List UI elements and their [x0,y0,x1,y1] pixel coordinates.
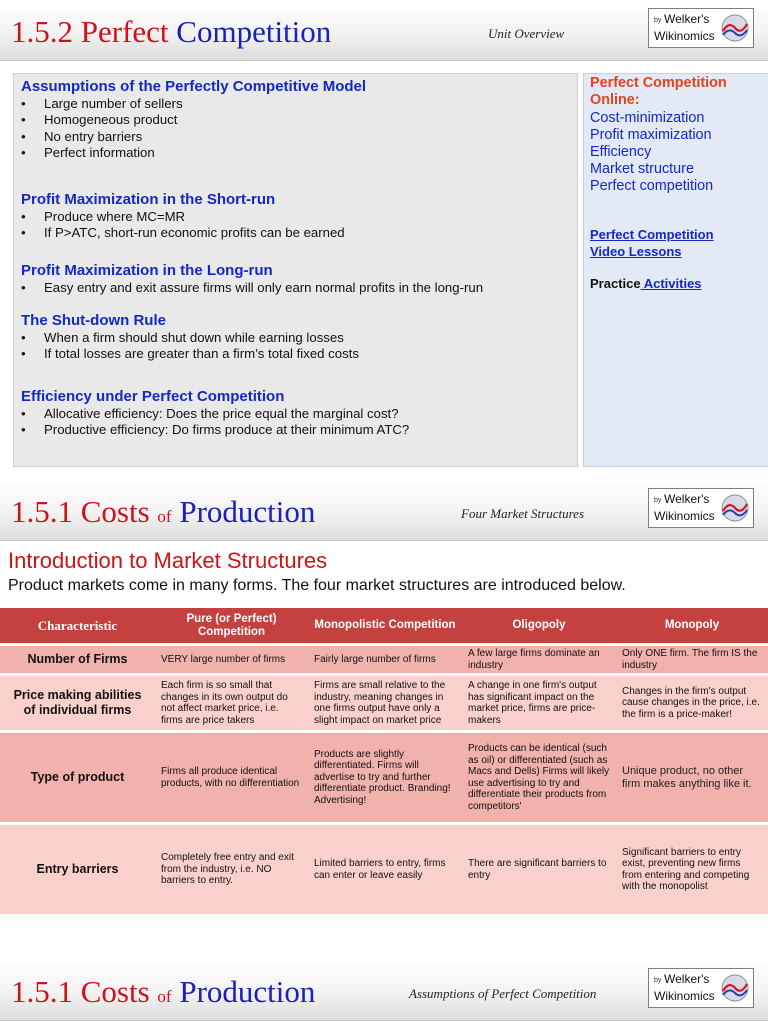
section-efficiency [21,387,409,439]
slide-title: 1.5.1 Costs of Production [11,974,316,1009]
table-cell: Products are slightly differentiated. Firms will advertise to try and further differentiate product. Branding! Advertising! [308,732,462,824]
wikinomics-logo: by Welker's Wikinomics [648,968,754,1008]
table-cell: Significant barriers to entry exist, preventing new firms from entering and competing with the monopolist [616,824,768,916]
column-header: Oligopoly [462,608,616,645]
header-banner-market-structures [0,480,768,541]
link-perfect-competition[interactable]: Perfect competition [590,178,714,194]
table-cell: Each firm is so small that changes in its own output do not affect market price, i.e. firms are price takers [155,675,308,732]
table-cell: A change in one firm's output has significant impact on the market price, firms are price-makers [462,675,616,732]
row-label: Type of product [0,732,155,824]
wikinomics-logo: by Welker's Wikinomics [648,488,754,528]
section-short-run [21,190,345,242]
section-heading: Efficiency under Perfect Competition [21,388,285,405]
slide-title: 1.5.2 Perfect Competition [11,14,332,49]
link-profit-maximization[interactable]: Profit maximization [590,127,712,143]
slide-subtitle: Four Market Structures [461,506,584,521]
table-cell: VERY large number of firms [155,645,308,675]
row-label: Price making abilities of individual firms [0,675,155,732]
bullet-item: • If total losses are greater than a firm’s total fixed costs [21,346,359,362]
row-label: Number of Firms [0,645,155,675]
table-cell: Limited barriers to entry, firms can enter or leave easily [308,824,462,916]
bullet-item: • If P>ATC, short-run economic profits can be earned [21,225,345,241]
market-structures-intro: Product markets come in many forms. The four market structures are introduced below. [8,577,626,594]
table-cell: Changes in the firm's output cause changes in the price, i.e. the firm is a price-maker! [616,675,768,732]
table-cell: A few large firms dominate an industry [462,645,616,675]
table-row [0,732,768,824]
wikinomics-logo: by Welker's Wikinomics [648,8,754,48]
header-banner-assumptions [0,960,768,1021]
column-header: Monopoly [616,608,768,645]
slide-subtitle: Assumptions of Perfect Competition [409,986,597,1001]
table-header-row [0,608,768,645]
activities-link[interactable]: Activities [640,276,702,291]
wikinomics-globe-icon [720,492,750,524]
bullet-item: • Produce where MC=MR [21,209,345,225]
table-row [0,645,768,675]
table-row [0,675,768,732]
slide-title: 1.5.1 Costs of Production [11,494,316,529]
practice-activities: Practice Activities [590,276,702,291]
link-cost-minimization[interactable]: Cost-minimization [590,110,705,126]
link-market-structure[interactable]: Market structure [590,161,694,177]
section-heading: The Shut-down Rule [21,312,166,329]
market-structures-heading: Introduction to Market Structures [8,548,328,573]
section-heading: Profit Maximization in the Short-run [21,191,276,208]
table-row [0,824,768,916]
table-cell: Firms all produce identical products, with no differentiation [155,732,308,824]
row-label: Entry barriers [0,824,155,916]
table-cell: Completely free entry and exit from the industry, i.e. NO barriers to entry. [155,824,308,916]
header-banner-unit-overview [0,0,768,61]
online-resources-sidebar [583,73,768,467]
sidebar-heading: Perfect Competition Online: [590,75,727,108]
video-lessons-link[interactable]: Perfect Competition Video Lessons [590,227,714,259]
market-structures-table [0,608,768,917]
bullet-item: • Large number of sellers [21,96,366,112]
column-header: Monopolistic Competition [308,608,462,645]
wikinomics-globe-icon [720,972,750,1004]
bullet-item: • No entry barriers [21,129,366,145]
section-heading: Assumptions of the Perfectly Competitive Model [21,78,367,95]
bullet-item: • Easy entry and exit assure firms will only earn normal profits in the long-run [21,280,483,296]
bullet-item: • Homogeneous product [21,112,366,128]
column-header: Pure (or Perfect) Competition [155,608,308,645]
link-efficiency[interactable]: Efficiency [590,144,652,160]
column-header: Characteristic [0,608,155,645]
bullet-item: • Perfect information [21,145,366,161]
section-long-run [21,261,483,296]
sidebar-link-list [590,110,713,195]
section-shut-down-rule [21,311,359,363]
slide-subtitle: Unit Overview [488,26,565,41]
table-cell: Only ONE firm. The firm IS the industry [616,645,768,675]
wikinomics-globe-icon [720,12,750,44]
section-assumptions [21,77,366,161]
table-cell: Products can be identical (such as oil) or differentiated (such as Macs and Dells) Firms will likely use advertising to try and differentiate their products from competitors' [462,732,616,824]
section-heading: Profit Maximization in the Long-run [21,262,273,279]
bullet-item: • Allocative efficiency: Does the price equal the marginal cost? [21,406,409,422]
bullet-item: • Productive efficiency: Do firms produce at their minimum ATC? [21,422,409,438]
bullet-item: • When a firm should shut down while earning losses [21,330,359,346]
table-cell: Firms are small relative to the industry, meaning changes in one firms output have only a slight impact on market price [308,675,462,732]
table-cell: Fairly large number of firms [308,645,462,675]
unit-overview-panel [13,73,578,467]
table-cell: Unique product, no other firm makes anything like it. [616,732,768,824]
table-cell: There are significant barriers to entry [462,824,616,916]
